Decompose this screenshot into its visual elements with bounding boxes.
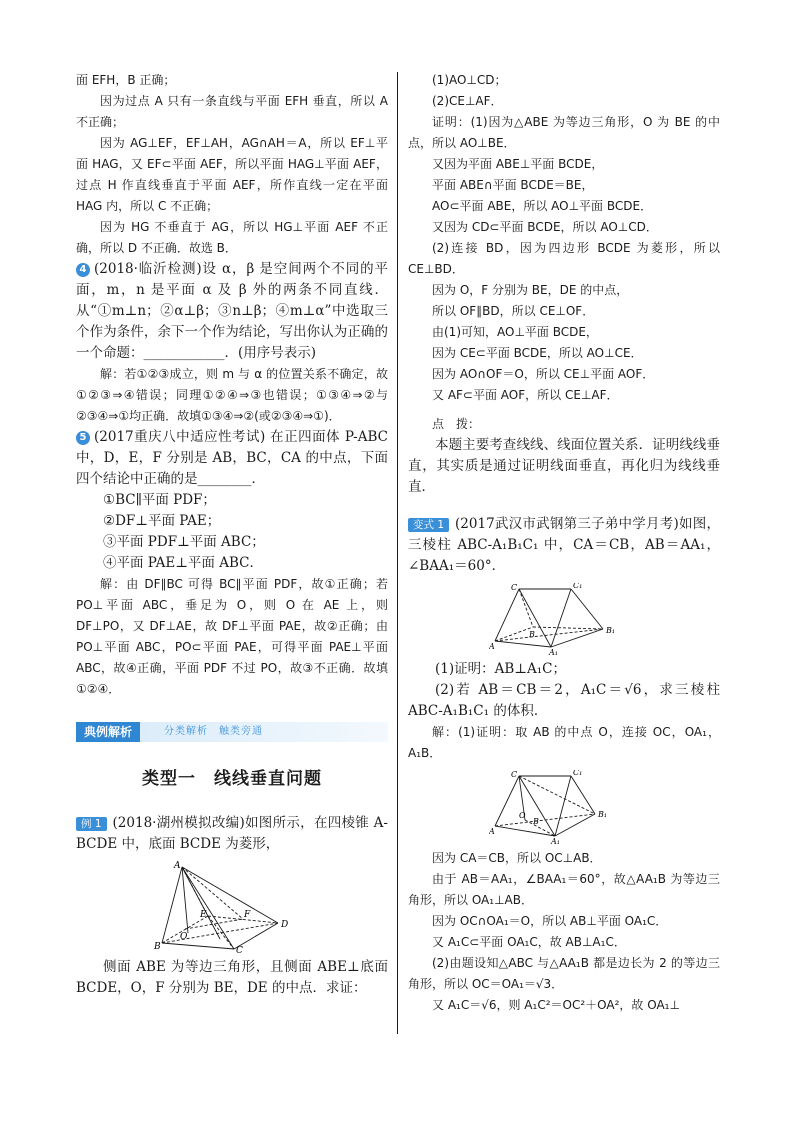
question-5-text: (2017重庆八中适应性考试) 在正四面体 P-ABC 中，D，E，F 分别是 AB，BC，CA 的中点，下面四个结论中正确的是________． <box>76 429 388 487</box>
question-5-solution: 解：由 DF∥BC 可得 BC∥平面 PDF，故①正确；若 PO⊥平面 ABC，垂足为 O，则 O 在 AE 上，则 DF⊥PO，又 DF⊥AE，故 DF⊥平面 PAE，故②正确；由 PO⊥平面 ABC，PO⊂平面 PAE，可得平面 PAE⊥平面 ABC，故④正确，平面 PDF 不过 PO，故③不正确．故填①②④． <box>76 577 388 696</box>
variation-solution-line: (2)由题设知△ABC 与△AA₁B 都是边长为 2 的等边三角形，所以 OC＝OA₁＝√3． <box>408 956 720 991</box>
question-4-solution: 解：若①②③成立，则 m 与 α 的位置关系不确定，故①②③⇒④错误；同理①②④⇒③也错误；①③④⇒②与②③④⇒①均正确．故填①③④⇒②(或②③④⇒①)． <box>76 367 388 423</box>
solution-line: 因为 AG⊥EF，EF⊥AH，AG∩AH＝A，所以 EF⊥平面 HAG，又 EF⊂平面 AEF，所以平面 HAG⊥平面 AEF，过点 H 作直线垂直于平面 AEF，所作直线一定在平面 HAG 内，所以 C 不正确； <box>76 136 388 213</box>
figure-label: A <box>174 861 181 871</box>
question-number-badge: 5 <box>76 431 90 445</box>
proof-line: 又因为平面 ABE⊥平面 BCDE， <box>432 157 604 171</box>
question-number-badge: 4 <box>76 263 90 277</box>
figure-label: A <box>489 642 495 651</box>
proof-line: 因为 O，F 分别为 BE，DE 的中点， <box>432 283 629 297</box>
question-4 <box>76 259 388 364</box>
figure-label: C <box>236 946 243 953</box>
figure-label: B₁ <box>598 810 608 819</box>
solution-line: 因为过点 A 只有一条直线与平面 EFH 垂直，所以 A 不正确； <box>76 94 388 129</box>
proof-line: 又因为 CD⊂平面 BCDE，所以 AO⊥CD． <box>432 220 658 234</box>
goal-item: (2)CE⊥AF． <box>432 94 503 108</box>
figure-label: A <box>489 827 495 836</box>
option-item: ③平面 PDF⊥平面 ABC； <box>103 534 265 550</box>
proof-line: 平面 ABE∩平面 BCDE＝BE， <box>432 178 594 192</box>
pyramid-figure <box>152 861 312 953</box>
variation-solution-line: 解：(1)证明：取 AB 的中点 O，连接 OC，OA₁，A₁B． <box>408 725 720 760</box>
type-title: 类型一 线线垂直问题 <box>142 769 322 789</box>
question-4-text: (2018·临沂检测)设 α，β 是空间两个不同的平面，m，n 是平面 α 及 β 外的两条不同直线．从“①m⊥n；②α⊥β；③n⊥β；④m⊥α”中选取三个作为条件，余下一个作为结论，写出你认为正确的一个命题：____________．(用序号表示) <box>76 261 388 361</box>
figure-label: B <box>533 817 539 826</box>
solution-line: 面 EFH，B 正确； <box>76 73 176 87</box>
proof-line: 因为 AO∩OF＝O，所以 CE⊥平面 AOF． <box>432 367 655 381</box>
figure-label: F <box>244 910 251 920</box>
example-tag: 例 1 <box>76 817 107 831</box>
tip-text: 本题主要考查线线、线面位置关系．证明线线垂直，其实质是通过证明线面垂直，再化归为线线垂直． <box>408 437 720 495</box>
variation-solution-line: 又 A₁C⊂平面 OA₁C，故 AB⊥A₁C． <box>432 935 626 949</box>
figure-label: B <box>529 630 535 639</box>
variation-solution-line: 又 A₁C＝√6，则 A₁C²＝OC²＋OA²，故 OA₁⊥ <box>432 998 680 1012</box>
tip-title: 点 拨： <box>432 417 481 431</box>
variation-1 <box>408 514 720 577</box>
proof-line: 由(1)可知，AO⊥平面 BCDE， <box>432 325 598 339</box>
option-item: ①BC∥平面 PDF； <box>103 492 216 508</box>
example-1 <box>76 813 388 855</box>
figure-label: A₁ <box>551 837 560 844</box>
example-1-text: (2018·湖州模拟改编)如图所示，在四棱锥 A-BCDE 中，底面 BCDE 为菱形， <box>76 815 388 852</box>
proof-line: (2)连接 BD，因为四边形 BCDE 为菱形，所以 CE⊥BD． <box>408 241 720 276</box>
right-column <box>408 70 720 1016</box>
figure-label: E <box>200 910 207 920</box>
variation-solution-line: 因为 CA＝CB，所以 OC⊥AB． <box>432 851 602 865</box>
example-1-text-cont: 侧面 ABE 为等边三角形，且侧面 ABE⊥底面 BCDE，O，F 分别为 BE，DE 的中点．求证： <box>76 959 388 996</box>
goal-item: (1)AO⊥CD； <box>432 73 507 87</box>
figure-label: C₁ <box>573 583 583 590</box>
proof-line: 又 AF⊂平面 AOF，所以 CE⊥AF． <box>432 388 619 402</box>
prism-figure <box>489 583 639 655</box>
column-divider <box>397 72 398 1034</box>
figure-label: D <box>281 920 289 930</box>
proof-line: 所以 OF∥BD，所以 CE⊥OF． <box>432 304 595 318</box>
variation-q2: (2)若 AB＝CB＝2，A₁C＝√6，求三棱柱 ABC-A₁B₁C₁ 的体积． <box>408 682 720 719</box>
variation-tag: 变式 1 <box>408 518 449 532</box>
variation-solution-line: 因为 OC∩OA₁＝O，所以 AB⊥平面 OA₁C． <box>432 914 668 928</box>
proof-line: 证明：(1)因为△ABE 为等边三角形，O 为 BE 的中点，所以 AO⊥BE． <box>408 115 720 150</box>
question-5 <box>76 427 388 490</box>
figure-label: O <box>180 932 188 942</box>
option-item: ②DF⊥平面 PAE； <box>103 513 221 529</box>
proof-line: 因为 CE⊂平面 BCDE，所以 AO⊥CE． <box>432 346 643 360</box>
variation-1-text: (2017武汉市武钢第三子弟中学月考)如图，三棱柱 ABC-A₁B₁C₁ 中，CA＝CB，AB＝AA₁，∠BAA₁＝60°． <box>408 516 720 574</box>
proof-line: AO⊂平面 ABE，所以 AO⊥平面 BCDE． <box>432 199 653 213</box>
section-banner-subtitle: 分类解析 触类旁通 <box>164 726 263 737</box>
prism-figure-2 <box>489 770 639 844</box>
figure-label: B <box>154 942 161 952</box>
option-item: ④平面 PAE⊥平面 ABC． <box>103 555 263 571</box>
left-column <box>76 70 388 999</box>
variation-solution-line: 由于 AB＝AA₁，∠BAA₁＝60°，故△AA₁B 为等边三角形，所以 OA₁⊥AB． <box>408 872 720 907</box>
figure-label: B₁ <box>606 626 616 635</box>
figure-label: O <box>519 811 526 820</box>
figure-label: C <box>511 583 518 592</box>
section-banner <box>76 722 388 742</box>
section-banner-label: 典例解析 <box>76 722 140 742</box>
variation-q1: (1)证明：AB⊥A₁C； <box>435 661 566 677</box>
solution-line: 因为 HG 不垂直于 AG，所以 HG⊥平面 AEF 不正确，所以 D 不正确．故选 B． <box>76 220 388 255</box>
figure-label: C₁ <box>573 770 583 777</box>
figure-label: C <box>511 770 518 779</box>
figure-label: A₁ <box>549 648 558 655</box>
